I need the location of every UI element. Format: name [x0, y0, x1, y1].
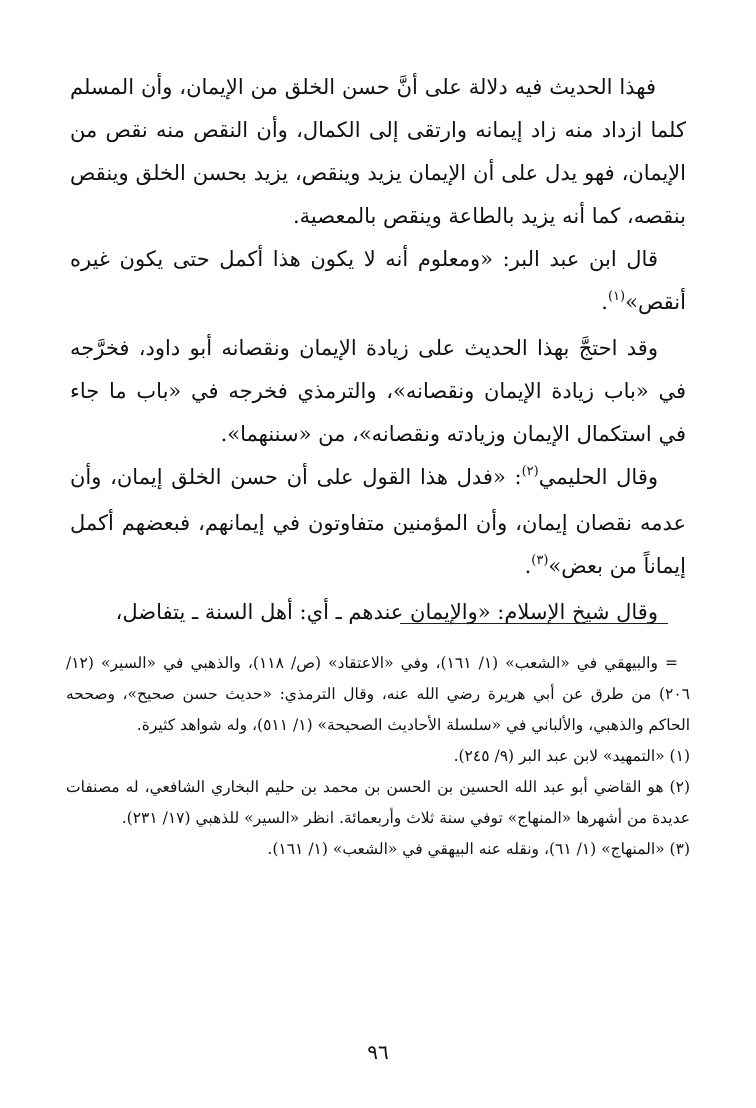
footnotes [66, 648, 690, 865]
period: . [524, 554, 532, 578]
footnote-2: (٢) هو القاضي أبو عبد الله الحسين بن الحسن بن محمد بن حليم البخاري الشافعي، له مصنفات عديدة من أشهرها «المنهاج» توفي سنة ثلاث وأربعمائة. انظر «السير» للذهبي (١٧/ ٢٣١). [66, 778, 690, 827]
page-number: ٩٦ [367, 1040, 389, 1064]
main-text [70, 66, 686, 634]
footnote-1: (١) «التمهيد» لابن عبد البر (٩/ ٢٤٥). [453, 747, 690, 765]
footnote-3: (٣) «المنهاج» (١/ ٦١)، ونقله عنه البيهقي في «الشعب» (١/ ١٦١). [267, 840, 690, 858]
paragraph-4 [70, 456, 686, 591]
footnote-ref-2[interactable]: (٢) [521, 464, 539, 479]
footnote-ref-1[interactable]: (١) [607, 289, 626, 304]
paragraph-2 [70, 238, 686, 327]
paragraph-5: وقال شيخ الإسلام: «والإيمان عندهم ـ أي: أهل السنة ـ يتفاضل، [115, 600, 658, 624]
quote-ibn-abd-al-barr: قال ابن عبد البر: «ومعلوم أنه لا يكون هذا أكمل حتى يكون غيره أنقص» [70, 247, 686, 314]
footnote-divider [400, 623, 668, 624]
period: . [601, 290, 608, 314]
paragraph-1: فهذا الحديث فيه دلالة على أنَّ حسن الخلق من الإيمان، وأن المسلم كلما ازداد منه زاد إيمانه وارتقى إلى الكمال، وأن النقص منه نقص من الإيمان، فهو يدل على أن الإيمان يزيد وينقص، يزيد بحسن الخلق وينقص بنقصه، كما أنه يزيد بالطاعة وينقص بالمعصية. [70, 75, 686, 228]
paragraph-3: وقد احتجَّ بهذا الحديث على زيادة الإيمان ونقصانه أبو داود، فخرَّجه في «باب زيادة الإيمان ونقصانه»، والترمذي فخرجه في «باب ما جاء في استكمال الإيمان وزيادته ونقصانه»، من «سننهما». [70, 336, 686, 446]
footnote-ref-3[interactable]: (٣) [531, 553, 549, 568]
footnote-continuation: = والبيهقي في «الشعب» (١/ ١٦١)، وفي «الاعتقاد» (ص/ ١١٨)، والذهبي في «السير» (١٢/ ٢٠٦) من طرق عن أبي هريرة رضي الله عنه، وقال الترمذي: «حديث حسن صحيح»، وصححه الحاكم والذهبي، والألباني في «سلسلة الأحاديث الصحيحة» (١/ ٥١١)، وله شواهد كثيرة. [66, 654, 690, 734]
halimi-quote: : «فدل هذا القول على أن حسن الخلق إيمان، وأن عدمه نقصان إيمان، وأن المؤمنين متفاوتون في إيمانهم، فبعضهم أكمل إيماناً من بعض» [70, 465, 686, 578]
halimi-intro: وقال الحليمي [538, 465, 659, 489]
